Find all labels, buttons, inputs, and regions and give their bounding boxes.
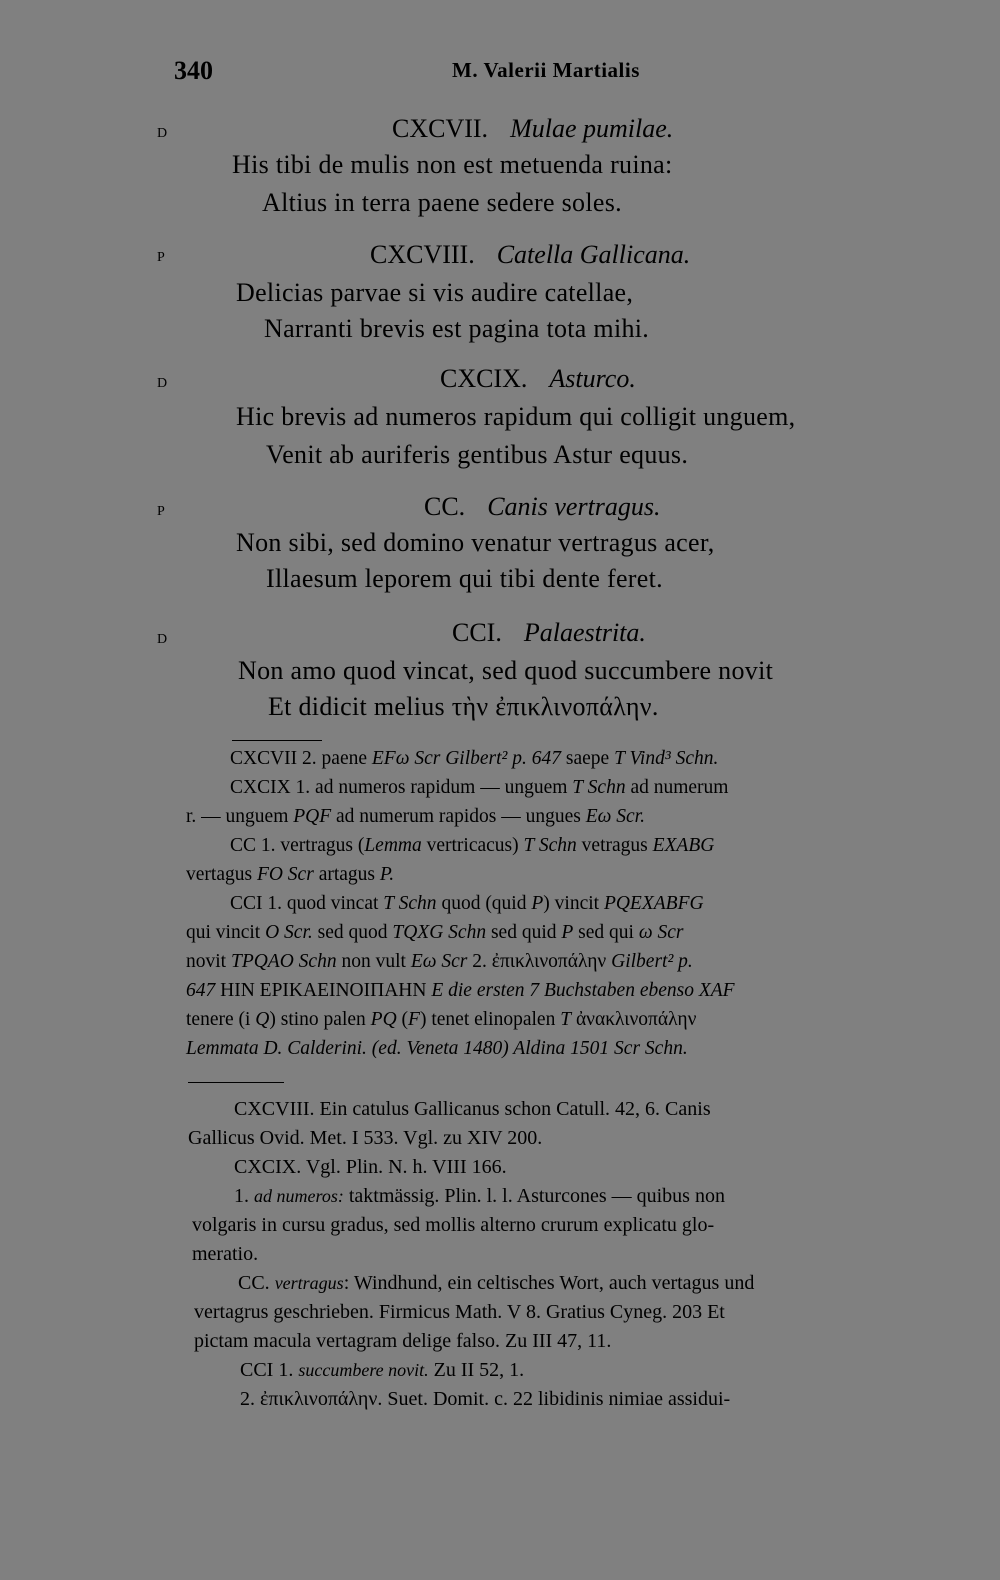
page-number: 340 <box>174 56 213 85</box>
commentary-line: meratio. <box>192 1243 259 1265</box>
verse-line: Non amo quod vincat, sed quod succumbere novit <box>238 656 774 685</box>
poem-title: Catella Gallicana. <box>496 240 691 269</box>
poem-heading <box>424 492 661 522</box>
poem-number: CXCVII. <box>392 114 489 143</box>
poem-title: Mulae pumilae. <box>510 114 674 143</box>
manuscript-siglum: P <box>157 504 165 519</box>
poem-heading <box>392 114 673 144</box>
divider-rule <box>232 740 322 741</box>
manuscript-siglum: P <box>157 250 165 265</box>
poem-number: CC. <box>424 492 466 521</box>
poem-title: Asturco. <box>549 364 636 393</box>
commentary-line: volgaris in cursu gradus, sed mollis alterno crurum explicatu glo- <box>192 1214 715 1236</box>
manuscript-siglum: D <box>157 632 168 647</box>
poem-title: Canis vertragus. <box>487 492 661 521</box>
verse-line: Delicias parvae si vis audire catellae, <box>236 278 634 307</box>
apparatus-line: tenere (i Q) stino palen PQ (F) tenet elinopalen T ἀνακλινοπάλην <box>186 1009 697 1030</box>
apparatus-line: r. — unguem PQF ad numerum rapidos — ungues Eω Scr. <box>186 806 645 827</box>
apparatus-line: qui vincit O Scr. sed quod TQXG Schn sed quid P sed qui ω Scr <box>186 922 684 943</box>
commentary-line: CXCIX. Vgl. Plin. N. h. VIII 166. <box>234 1156 507 1178</box>
poem-title: Palaestrita. <box>523 618 646 647</box>
commentary-line: pictam macula vertagram delige falso. Zu III 47, 11. <box>194 1330 612 1352</box>
poem-number: CXCVIII. <box>370 240 475 269</box>
apparatus-line: novit TPQAO Schn non vult Eω Scr 2. ἐπικλινοπάλην Gilbert² p. <box>186 951 693 972</box>
page-header <box>0 56 1000 90</box>
divider-rule <box>188 1082 284 1083</box>
verse-line: Illaesum leporem qui tibi dente feret. <box>266 564 663 593</box>
apparatus-line: vertagus FO Scr artagus P. <box>186 864 395 885</box>
apparatus-line: 647 HIN EPIKAEINOIΠAHN E die ersten 7 Buchstaben ebenso XAF <box>186 980 735 1001</box>
commentary-line: 2. ἐπικλινοπάλην. Suet. Domit. c. 22 libidinis nimiae assidui- <box>240 1388 731 1410</box>
verse-line: Et didicit melius τὴν ἐπικλινοπάλην. <box>268 692 659 721</box>
verse-line: Hic brevis ad numeros rapidum qui colligit unguem, <box>236 402 796 431</box>
verse-line: Altius in terra paene sedere soles. <box>262 188 622 217</box>
poem-number: CXCIX. <box>440 364 528 393</box>
commentary-line: 1. ad numeros: taktmässig. Plin. l. l. Asturcones — quibus non <box>234 1185 725 1207</box>
commentary-line: CXCVIII. Ein catulus Gallicanus schon Catull. 42, 6. Canis <box>234 1098 711 1120</box>
running-title: M. Valerii Martialis <box>452 58 640 82</box>
verse-line: His tibi de mulis non est metuenda ruina: <box>232 150 673 179</box>
poem-heading <box>440 364 636 394</box>
apparatus-line: CC 1. vertragus (Lemma vertricacus) T Schn vetragus EXABG <box>230 835 715 856</box>
poem-number: CCI. <box>452 618 502 647</box>
apparatus-line: CXCVII 2. paene EFω Scr Gilbert² p. 647 saepe T Vind³ Schn. <box>230 748 719 769</box>
commentary-line: vertagrus geschrieben. Firmicus Math. V 8. Gratius Cyneg. 203 Et <box>194 1301 725 1323</box>
verse-line: Venit ab auriferis gentibus Astur equus. <box>266 440 689 469</box>
poem-heading <box>370 240 690 270</box>
apparatus-line: Lemmata D. Calderini. (ed. Veneta 1480) Aldina 1501 Scr Schn. <box>186 1038 688 1059</box>
commentary-line: CC. vertragus: Windhund, ein celtisches Wort, auch vertagus und <box>238 1272 755 1294</box>
apparatus-line: CCI 1. quod vincat T Schn quod (quid P) vincit PQEXABFG <box>230 893 704 914</box>
verse-line: Narranti brevis est pagina tota mihi. <box>264 314 650 343</box>
apparatus-line: CXCIX 1. ad numeros rapidum — unguem T Schn ad numerum <box>230 777 729 798</box>
commentary-line: CCI 1. succumbere novit. Zu II 52, 1. <box>240 1359 525 1381</box>
poem-heading <box>452 618 646 648</box>
manuscript-siglum: D <box>157 376 168 391</box>
commentary-line: Gallicus Ovid. Met. I 533. Vgl. zu XIV 200. <box>188 1127 543 1149</box>
manuscript-siglum: D <box>157 126 168 141</box>
verse-line: Non sibi, sed domino venatur vertragus acer, <box>236 528 715 557</box>
